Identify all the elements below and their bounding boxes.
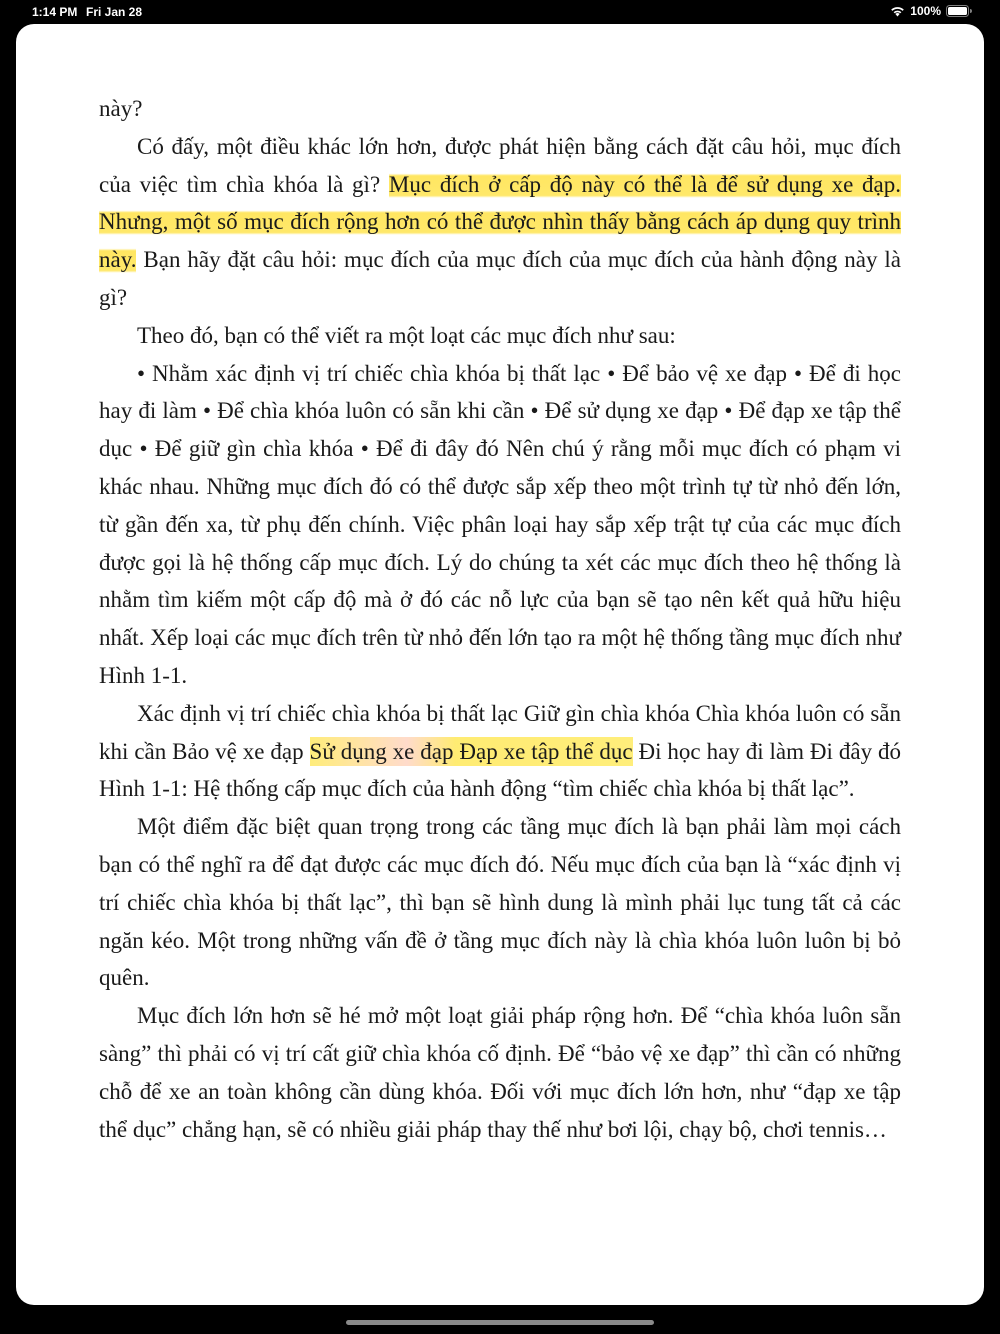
paragraph[interactable] xyxy=(99,997,901,1148)
book-text[interactable] xyxy=(99,90,901,1148)
highlighted-text[interactable]: Mục đích ở cấp độ này có thể là để sử dụng xe đạp. Nhưng, một số mục đích rộng hơn có thể được nhìn thấy bằng cách áp dụng quy trình này. xyxy=(99,171,902,273)
status-bar xyxy=(0,0,1000,24)
battery-percent: 100% xyxy=(910,4,941,18)
text-segment[interactable]: Mục đích lớn hơn sẽ hé mở một loạt giải pháp rộng hơn. Để “chìa khóa luôn sẵn sàng” thì phải có vị trí cất giữ chìa khóa cố định. Để “bảo vệ xe đạp” thì cần có những chỗ để xe an toàn không cần dùng khóa. Đối với mục đích lớn hơn, như “đạp xe tập thể dục” chẳng hạn, sẽ có nhiều giải pháp thay thế như bơi lội, chạy bộ, chơi tennis… xyxy=(99,1003,901,1142)
status-indicators xyxy=(890,4,972,18)
battery-icon xyxy=(946,5,972,17)
paragraph[interactable] xyxy=(99,90,901,128)
status-time: 1:14 PM xyxy=(32,5,78,19)
paragraph[interactable] xyxy=(99,808,901,997)
text-segment[interactable]: Bạn hãy đặt câu hỏi: mục đích của mục đích của mục đích của hành động này là gì? xyxy=(99,247,901,310)
paragraph[interactable] xyxy=(99,317,901,355)
paragraph[interactable] xyxy=(99,355,901,695)
text-segment[interactable]: Theo đó, bạn có thể viết ra một loạt các mục đích như sau: xyxy=(137,322,676,348)
text-segment[interactable]: này? xyxy=(99,96,143,121)
wifi-icon xyxy=(890,5,905,17)
highlighted-text[interactable]: Sử dụng xe đạp Đạp xe tập thể dục xyxy=(309,738,633,764)
home-indicator[interactable] xyxy=(346,1320,654,1325)
paragraph[interactable] xyxy=(99,695,901,808)
text-segment[interactable]: Có đấy, một điều khác lớn hơn, được phát hiện bằng cách đặt câu hỏi, mục đích của việc tìm chìa khóa là gì? xyxy=(99,133,901,197)
status-date: Fri Jan 28 xyxy=(86,5,143,19)
text-segment[interactable]: Xác định vị trí chiếc chìa khóa bị thất lạc Giữ gìn chìa khóa Chìa khóa luôn có sẵn khi cần Bảo vệ xe đạp xyxy=(99,700,901,764)
book-page[interactable] xyxy=(16,24,984,1305)
text-segment[interactable]: Một điểm đặc biệt quan trọng trong các tầng mục đích là bạn phải làm mọi cách bạn có thể nghĩ ra để đạt được các mục đích đó. Nếu mục đích của bạn là “xác định vị trí chiếc chìa khóa bị thất lạc”, thì bạn sẽ hình dung là mình phải lục tung tất cả các ngăn kéo. Một trong những vấn đề ở tầng mục đích này là chìa khóa luôn luôn bị bỏ quên. xyxy=(99,814,901,991)
paragraph[interactable] xyxy=(99,128,901,317)
text-segment[interactable]: • Nhằm xác định vị trí chiếc chìa khóa bị thất lạc • Để bảo vệ xe đạp • Để đi học hay đi làm • Để chìa khóa luôn có sẵn khi cần • Để sử dụng xe đạp • Để đạp xe tập thể dục • Để giữ gìn chìa khóa • Để đi đây đó Nên chú ý rằng mỗi mục đích có phạm vi khác nhau. Những mục đích đó có thể được sắp xếp theo một trình tự từ nhỏ đến lớn, từ gần đến xa, từ phụ đến chính. Việc phân loại hay sắp xếp trật tự của các mục đích được gọi là hệ thống cấp mục đích. Lý do chúng ta xét các mục đích theo hệ thống là nhằm tìm kiếm một cấp độ mà ở đó các nỗ lực của bạn sẽ tạo nên kết quả hữu hiệu nhất. Xếp loại các mục đích trên từ nhỏ đến lớn tạo ra một hệ thống tầng mục đích như Hình 1-1. xyxy=(99,360,901,688)
text-segment[interactable]: Đi học hay đi làm Đi đây đó Hình 1-1: Hệ thống cấp mục đích của hành động “tìm chiếc chìa khóa bị thất lạc”. xyxy=(99,738,901,802)
